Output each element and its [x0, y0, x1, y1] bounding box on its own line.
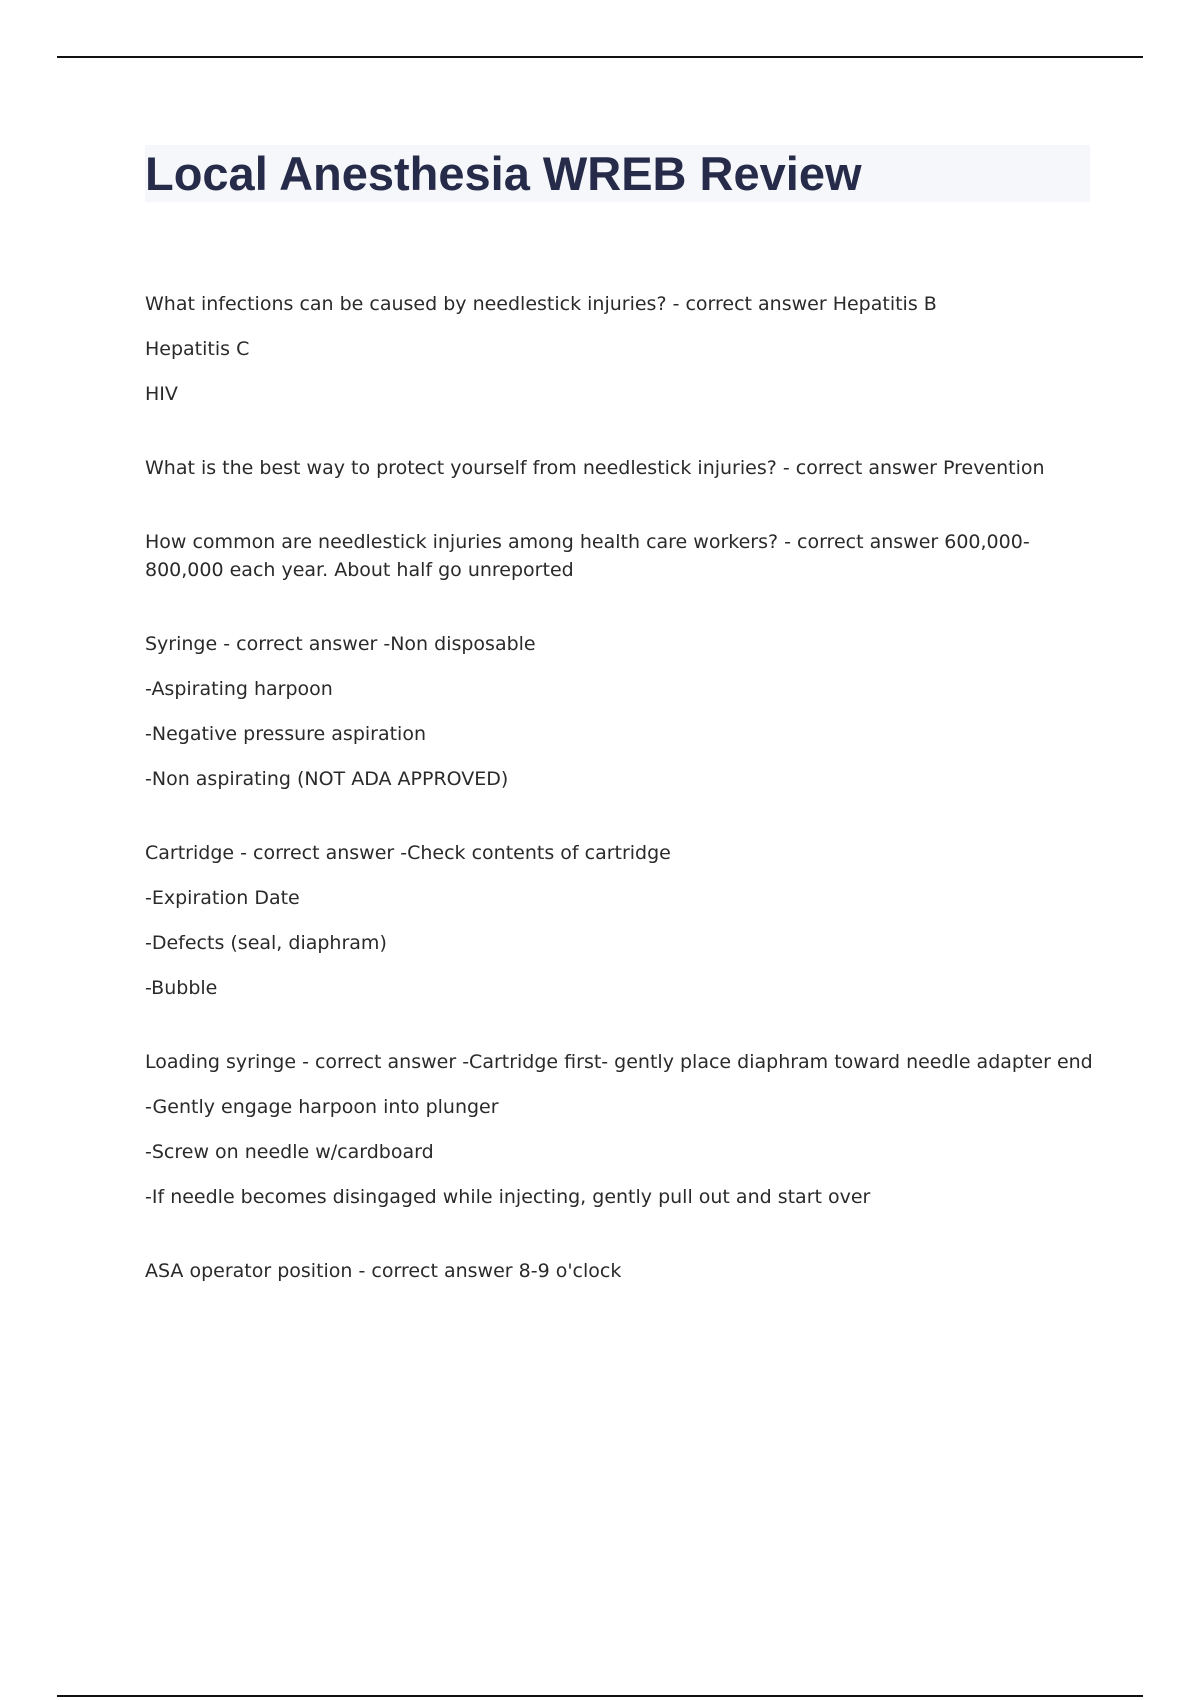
flashcard-item — [145, 1048, 1093, 1211]
card-line: -Screw on needle w/cardboard — [145, 1141, 434, 1163]
card-line: -Non aspirating (NOT ADA APPROVED) — [145, 768, 509, 790]
card-line: -Bubble — [145, 977, 218, 999]
card-line: ASA operator position - correct answer 8-9 o'clock — [145, 1260, 622, 1282]
card-line: Syringe - correct answer -Non disposable — [145, 633, 536, 655]
card-line: HIV — [145, 383, 178, 405]
flashcard-item — [145, 454, 1070, 482]
card-line: -Gently engage harpoon into plunger — [145, 1096, 499, 1118]
document-title: Local Anesthesia WREB Review — [145, 147, 862, 200]
card-line: Cartridge - correct answer -Check contents of cartridge — [145, 842, 671, 864]
flashcard-item — [145, 839, 1070, 1002]
card-line: Loading syringe - correct answer -Cartridge first- gently place diaphram toward needle adapter end — [145, 1051, 1093, 1073]
card-line: Hepatitis C — [145, 338, 250, 360]
flashcard-list — [145, 290, 1093, 1331]
top-divider — [57, 56, 1143, 58]
card-line: -Negative pressure aspiration — [145, 723, 427, 745]
flashcard-item — [145, 1257, 1070, 1285]
card-line: How common are needlestick injuries among health care workers? - correct answer 600,000-800,000 each year. About half go unreported — [145, 531, 1030, 581]
bottom-divider — [57, 1695, 1143, 1697]
card-line: -Aspirating harpoon — [145, 678, 333, 700]
flashcard-item — [145, 290, 1070, 408]
flashcard-item — [145, 528, 1070, 584]
card-line: -If needle becomes disingaged while injecting, gently pull out and start over — [145, 1186, 871, 1208]
card-line: What is the best way to protect yourself from needlestick injuries? - correct answer Prevention — [145, 457, 1045, 479]
card-line: -Defects (seal, diaphram) — [145, 932, 387, 954]
card-line: What infections can be caused by needlestick injuries? - correct answer Hepatitis B — [145, 293, 937, 315]
card-line: -Expiration Date — [145, 887, 300, 909]
flashcard-item — [145, 630, 1070, 793]
